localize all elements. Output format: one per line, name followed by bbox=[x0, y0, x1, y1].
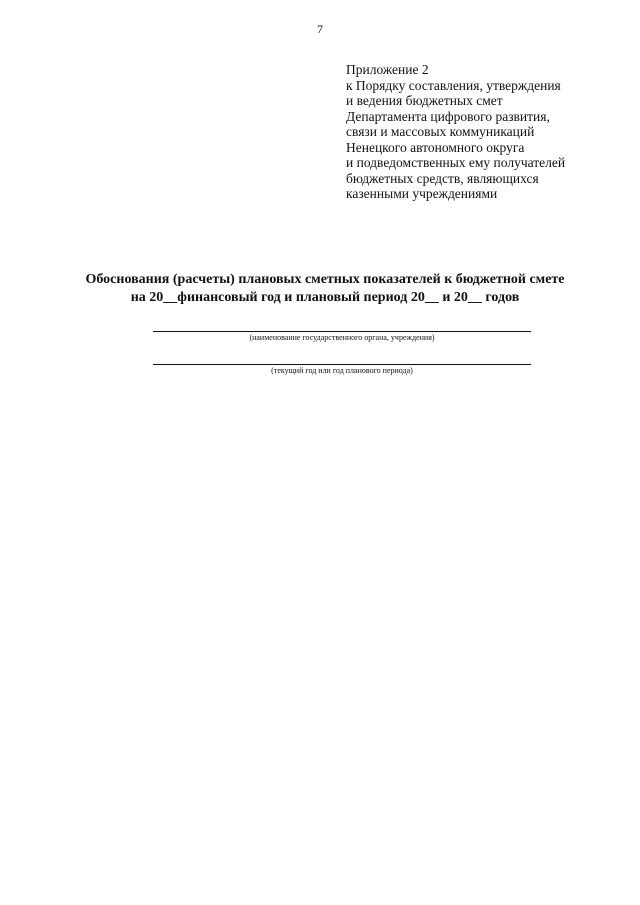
page-number: 7 bbox=[317, 22, 323, 36]
appendix-line: и подведомственных ему получателей bbox=[346, 155, 566, 170]
document-title-line-2: на 20__финансовый год и плановый период 20__ и 20__ годов bbox=[130, 290, 520, 305]
year-underline bbox=[153, 364, 531, 365]
document-title bbox=[60, 271, 590, 307]
appendix-line: связи и массовых коммуникаций bbox=[346, 124, 535, 139]
appendix-line: Приложение 2 bbox=[346, 62, 429, 77]
appendix-line: Ненецкого автономного округа bbox=[346, 139, 525, 155]
document-title-line-1: Обоснования (расчеты) плановых сметных показателей к бюджетной смете bbox=[85, 272, 565, 287]
organization-name-field[interactable] bbox=[153, 331, 531, 343]
organization-name-caption: (наименование государственного органа, учреждения) bbox=[249, 333, 435, 342]
appendix-line: Департамента цифрового развития, bbox=[346, 108, 550, 124]
appendix-line: и ведения бюджетных смет bbox=[346, 93, 503, 108]
appendix-line: казенными учреждениями bbox=[346, 186, 498, 201]
appendix-reference bbox=[346, 62, 626, 202]
organization-name-underline bbox=[153, 331, 531, 332]
appendix-line: к Порядку составления, утверждения bbox=[346, 77, 561, 93]
appendix-line: бюджетных средств, являющихся bbox=[346, 170, 539, 186]
year-caption: (текущий год или год планового периода) bbox=[271, 366, 413, 375]
year-field[interactable] bbox=[153, 364, 531, 376]
